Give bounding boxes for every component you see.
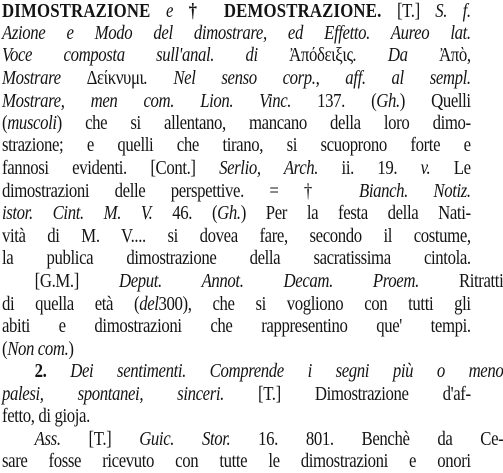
- text-line: palesi, spontanei, sinceri. [T.] Dimostrazione d'af-: [2, 384, 471, 405]
- text-line: fannosi evidenti. [Cont.] Serlio, Arch. ii. 19. v. Le: [2, 158, 471, 179]
- greek-word: Ἀπόδειξις: [289, 45, 353, 66]
- text-line: (Non com.): [2, 339, 74, 360]
- greek-word: Ἀπὸ: [439, 45, 467, 66]
- text-line: Voce composta sull'anal. di Ἀπόδειξις. Da Ἀπὸ,: [2, 45, 471, 66]
- text-line: fetto, di gioja.: [2, 406, 90, 427]
- text-line: la publica dimostrazione della sacratissima cintola.: [2, 248, 471, 269]
- text-line: strazione; e quelli che tirano, si scuoprono forte e: [2, 135, 471, 156]
- text-line: di quella età (del300), che si vogliono con tutti gli: [2, 294, 471, 315]
- text-line: sare fosse ricevuto con tutte le dimostrazioni e onori: [2, 451, 471, 472]
- grammar-label: S. f.: [435, 1, 471, 22]
- text-line: istor. Cint. M. V. 46. (Gh.) Per la festa della Nati-: [2, 203, 471, 224]
- citation: Lion. Vinc.: [200, 91, 292, 112]
- text-line: Mostrare Δείκνυμι. Nel senso corp., aff. al sempl.: [2, 68, 471, 89]
- text-line: Mostrare, men com. Lion. Vinc. 137. (Gh.) Quelli: [2, 91, 471, 112]
- citation: Deput. Annot. Decam. Proem.: [118, 271, 419, 292]
- entry-headword-line: [2, 1, 471, 23]
- tag: [G.M.]: [34, 271, 79, 292]
- citation: Bianch. Notiz.: [358, 181, 471, 202]
- text-line: (muscoli) che si allentano, mancano della loro dimo-: [2, 113, 471, 134]
- tag: [T.]: [88, 429, 112, 450]
- text-line: [G.M.] Deput. Annot. Decam. Proem. Ritratti: [34, 271, 503, 292]
- headword-variant: DEMOSTRAZIONE.: [223, 1, 382, 22]
- citation: Guic. Stor.: [139, 429, 231, 450]
- text-line: Ass. [T.] Guic. Stor. 16. 801. Benchè da Ce-: [34, 429, 503, 450]
- conjunction: e: [166, 1, 174, 22]
- dagger-mark: †: [188, 1, 209, 22]
- tag: [T.]: [396, 1, 420, 22]
- citation: Serlio, Arch.: [219, 158, 319, 179]
- text-line: vità di M. V.... si dovea fare, secondo il costume,: [2, 226, 471, 247]
- text-line: Azione e Modo del dimostrare, ed Effetto. Aureo lat.: [2, 23, 471, 44]
- sense-number: 2.: [34, 361, 47, 382]
- headword: DIMOSTRAZIONE: [2, 1, 151, 22]
- text-line: abiti e dimostrazioni che rappresentino que' tempi.: [2, 316, 471, 337]
- greek-word: Δείκνυμι: [86, 68, 144, 89]
- sense-heading-line: 2. Dei sentimenti. Comprende i segni più o meno: [34, 361, 503, 382]
- text-line: dimostrazioni delle perspettive. = † Bianch. Notiz.: [2, 181, 471, 202]
